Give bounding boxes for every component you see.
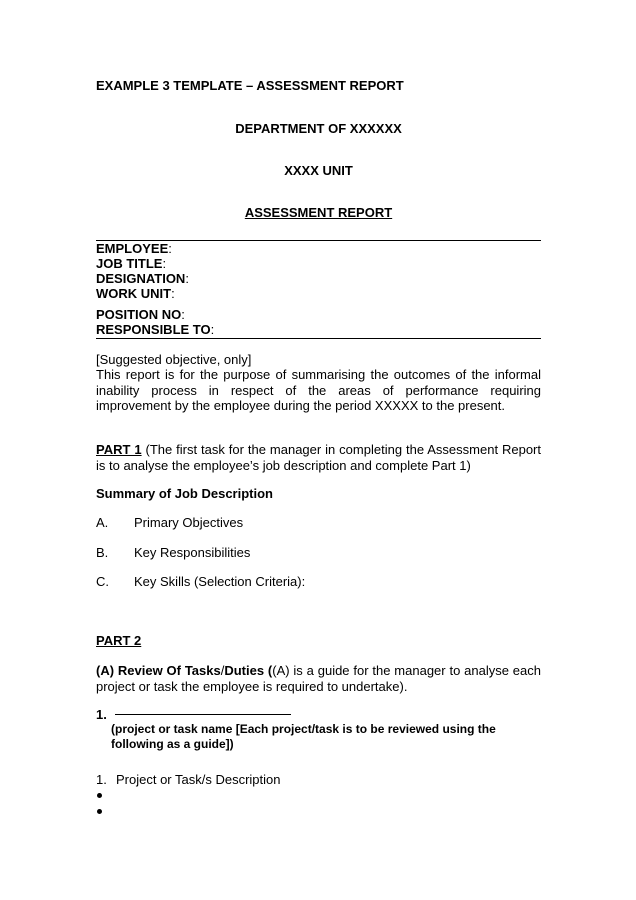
review-bold2: Duties ( <box>224 663 273 678</box>
desc-number: 1. <box>96 772 107 787</box>
task-name-line1: (project or task name [Each project/task is to be reviewed using the <box>111 722 496 736</box>
part1-heading: PART 1 <box>96 442 142 457</box>
part1-text: (The first task for the manager in completing the Assessment Report is to analyse the employee’s job description and complete Part 1) <box>96 442 541 473</box>
part1-intro <box>96 442 541 473</box>
objective-text: This report is for the purpose of summarising the outcomes of the informal inability process in respect of the areas of performance requiring improvement by the employee during the period XXXXX to the present. <box>96 367 541 413</box>
item-label: Key Skills (Selection Criteria): <box>134 574 306 589</box>
position-no-field <box>96 307 185 322</box>
task-number: 1. <box>96 707 107 722</box>
report-heading: ASSESSMENT REPORT <box>244 205 393 220</box>
review-slash: / <box>220 663 225 678</box>
item-letter: B. <box>96 545 109 560</box>
objective-label: [Suggested objective, only] <box>96 352 252 367</box>
job-title-label: JOB TITLE <box>96 256 163 271</box>
colon: : <box>162 256 167 271</box>
colon: : <box>210 322 215 337</box>
list-item <box>96 574 109 589</box>
job-title-field <box>96 256 166 271</box>
colon: : <box>171 286 175 301</box>
department-heading: DEPARTMENT OF XXXXXX <box>235 121 402 136</box>
document-title: EXAMPLE 3 TEMPLATE – ASSESSMENT REPORT <box>96 78 404 93</box>
part2-heading: PART 2 <box>96 633 142 648</box>
desc-label: Project or Task/s Description <box>116 772 281 787</box>
item-label: Primary Objectives <box>134 515 244 530</box>
item-letter: A. <box>96 515 109 530</box>
item-letter: C. <box>96 574 109 589</box>
position-no-label: POSITION NO <box>96 307 182 322</box>
bullet-icon <box>97 793 102 798</box>
review-paragraph <box>96 663 541 694</box>
summary-heading: Summary of Job Description <box>96 486 273 501</box>
colon: : <box>185 271 189 286</box>
bullet-icon <box>97 809 102 814</box>
designation-label: DESIGNATION <box>96 271 186 286</box>
colon: : <box>181 307 185 322</box>
list-item <box>96 515 108 530</box>
task-number-line <box>96 707 291 722</box>
unit-heading: XXXX UNIT <box>284 163 353 178</box>
employee-label: EMPLOYEE <box>96 241 169 256</box>
designation-field <box>96 271 189 286</box>
item-label: Key Responsibilities <box>134 545 251 560</box>
employee-field <box>96 241 172 256</box>
review-bold: (A) Review Of Tasks <box>96 663 221 678</box>
task-name-line2: following as a guide]) <box>111 737 234 751</box>
bottom-divider <box>96 338 541 339</box>
task-name-blank <box>115 714 291 715</box>
review-text: (A) is a guide for the manager to analyse each project or task the employee is required to undertake). <box>96 663 541 694</box>
responsible-to-field <box>96 322 214 337</box>
responsible-to-label: RESPONSIBLE TO <box>96 322 211 337</box>
work-unit-field <box>96 286 175 301</box>
colon: : <box>168 241 172 256</box>
list-item <box>96 545 108 560</box>
work-unit-label: WORK UNIT <box>96 286 172 301</box>
